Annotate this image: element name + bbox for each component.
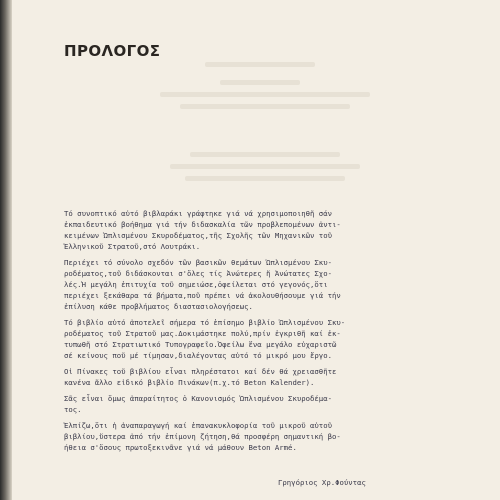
text-line: Σᾶς εἶναι ὅμως ἀπαραίτητος ὁ Κανονισμός Ὡπλισμένου Σκυροδέμα-: [64, 394, 332, 403]
text-line: λές.Ἡ μεγάλη ἐπιτυχία τοῦ σημειώσε,ὀφείλεται στό γεγονός,ὅτι: [64, 280, 328, 289]
text-line: κειμένων Ὡπλισμένου Σκυροδέματος,τῆς Σχολῆς τῶν Μηχανικῶν τοῦ: [64, 231, 332, 240]
text-line: ήθεια σ'ὅσους πρωτοξεκινᾶνε γιά νά μάθουν Beton Armé.: [64, 443, 297, 452]
text-line: ροδέματος τοῦ Στρατοῦ μας.Δοκιμάστηκε πολύ,πρίν ἐγκριθῆ καί ἐκ-: [64, 329, 341, 338]
text-line: Ἐλπίζω,ὅτι ἡ ἀναπαραγωγή καί ἐπανακυκλοφορία τοῦ μικροῦ αὐτοῦ: [64, 421, 332, 430]
text-line: Οἱ Πίνακες τοῦ βιβλίου εἶναι πληρέστατοι καί δέν θά χρειασθῆτε: [64, 367, 337, 376]
text-line: τος.: [64, 405, 82, 414]
preface-body: [64, 208, 456, 458]
page-heading: ΠΡΟΛΟΓΟΣ: [64, 42, 161, 60]
paragraph: [64, 420, 456, 453]
paragraph: [64, 366, 456, 388]
text-line: τυπωθῆ στό Στρατιωτικό Τυπογραφεῖο.Ὀφείλω ἕνα μεγάλο εὐχαριστῶ: [64, 340, 337, 349]
author-signature: Γρηγόριος Χρ.Φούντας: [278, 478, 366, 487]
text-line: σέ κείνους ποῦ μέ τίμησαν,διαλέγοντας αὐτό τό μικρό μου ἔργο.: [64, 351, 332, 360]
paragraph: [64, 208, 456, 252]
text-line: ἐπίλυση κάθε προβλήματος διαστασιολογήσεως.: [64, 302, 253, 311]
text-line: Τό συνοπτικό αὐτό βιβλαράκι γράφτηκε γιά νά χρησιμοποιηθῆ σάν: [64, 209, 332, 218]
text-line: ἐκπαιδευτικό βοήθημα γιά τήν διδασκαλία τῶν προβλεπομένων ἀντι-: [64, 220, 341, 229]
paragraph: [64, 257, 456, 312]
text-line: κανένα ἄλλο εἰδικό βιβλίο Πινάκων(π.χ.τό Beton Kalender).: [64, 378, 315, 387]
text-line: περιέχει ξεκάθαρα τά βήματα,ποῦ πρέπει νά ἀκολουθήσουμε γιά τήν: [64, 291, 341, 300]
book-binding-shadow: [0, 0, 12, 500]
text-line: Τό βιβλίο αὐτό ἀποτελεῖ σήμερα τό ἐπίσημο βιβλίο Ὡπλισμένου Σκυ-: [64, 318, 346, 327]
bleed-through-text: [150, 62, 380, 192]
text-line: Ἑλληνικοῦ Στρατοῦ,στό Λουτράκι.: [64, 242, 201, 251]
text-line: Περιέχει τό σύνολο σχεδόν τῶν βασικῶν θεμάτων Ὡπλισμένου Σκυ-: [64, 258, 332, 267]
text-line: βιβλίου,ὕστερα ἀπό τήν ἐπίμονη ζήτηση,θά προσφέρη σημαντική βο-: [64, 432, 341, 441]
paragraph: [64, 393, 456, 415]
text-line: ροδέματος,τοῦ διδάσκονται σ'ὅλες τίς Ἀνώτερες ἤ Ἀνώτατες Σχο-: [64, 269, 332, 278]
paragraph: [64, 317, 456, 361]
